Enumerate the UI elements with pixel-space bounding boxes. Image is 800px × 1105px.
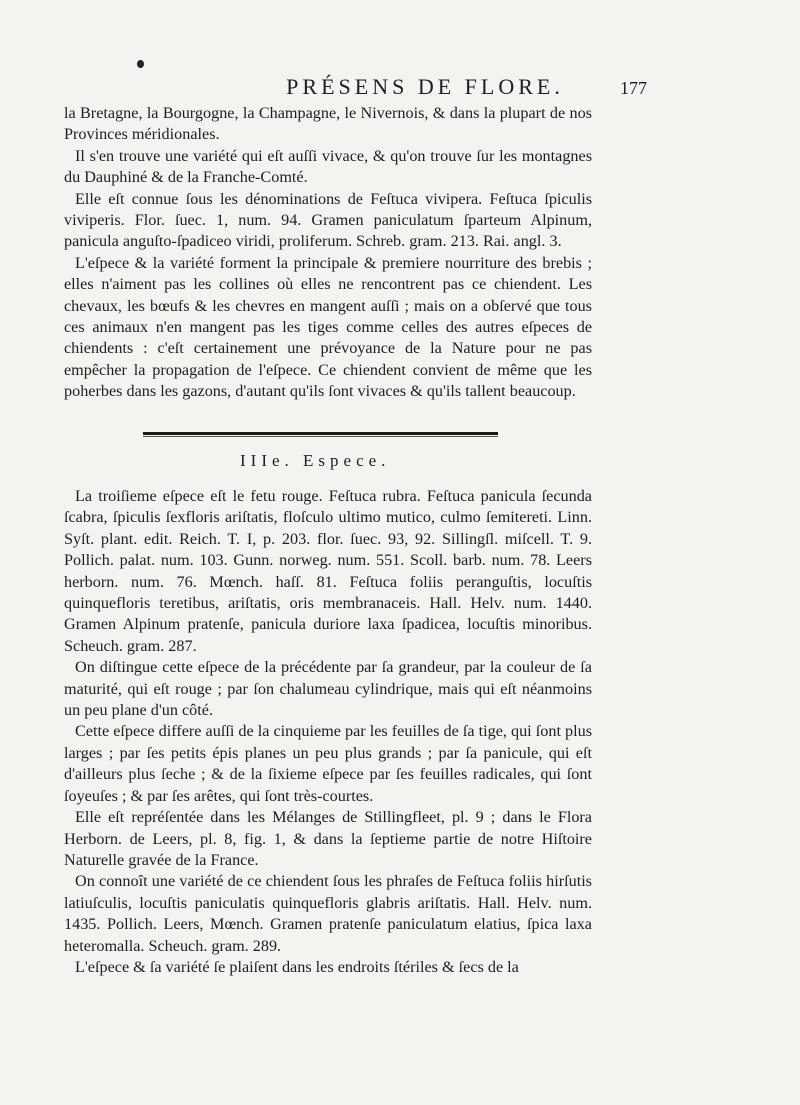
section-divider-thin	[143, 436, 498, 437]
paragraph: La troiſieme eſpece eſt le fetu rouge. Feſtuca rubra. Feſtuca panicula ſecunda ſcabra, ſpiculis ſexfloris ariſtatis, floſculo ultimo mutico, culmo ſemitereti. Linn. Syſt. plant. edit. Reich. T. I, p. 203. flor. ſuec. 93, 92. Sillingſl. miſcell. T. 9. Pollich. palat. num. 103. Gunn. norweg. num. 551. Scoll. barb. num. 78. Leers herborn. num. 76. Mœnch. haſſ. 81. Feſtuca foliis peranguſtis, locuſtis quinquefloris teretibus, ariſtatis, oris membranaceis. Hall. Helv. num. 1440. Gramen Alpinum pratenſe, panicula duriore laxa ſpadicea, locuſtis minoribus. Scheuch. gram. 287.	[64, 487, 592, 655]
paragraph: Elle eſt repréſentée dans les Mélanges de Stillingfleet, pl. 9 ; dans le Flora Herborn. de Leers, pl. 8, fig. 1, & dans la ſeptieme partie de notre Hiſtoire Naturelle gravée de la France.	[64, 808, 592, 869]
paragraph: On diſtingue cette eſpece de la précédente par ſa grandeur, par la couleur de ſa maturité, qui eſt rouge ; par ſon chalumeau cylindrique, mais qui eſt néanmoins un peu plane d'un côté.	[64, 658, 592, 720]
paragraph: Il s'en trouve une variété qui eſt auſſi vivace, & qu'on trouve ſur les montagnes du Dauphiné & de la Franche-Comté.	[64, 146, 592, 187]
page-mark-dot	[137, 60, 144, 68]
section-heading: IIIe. Espece.	[240, 451, 391, 470]
bottom-text-block	[64, 486, 592, 978]
running-head	[60, 74, 800, 104]
page-number: 177	[620, 78, 647, 98]
paragraph: la Bretagne, la Bourgogne, la Champagne, le Nivernois, & dans la plupart de nos Provinces méridionales.	[64, 104, 592, 144]
paragraph: On connoît une variété de ce chiendent ſous les phraſes de Feſtuca foliis hirſutis latiuſculis, locuſtis paniculatis quinquefloris glabris ariſtatis. Hall. Helv. num. 1435. Pollich. Leers, Mœnch. Gramen pratenſe paniculatum elatius, ſpica laxa heteromalla. Scheuch. gram. 289.	[64, 872, 592, 955]
paragraph: L'eſpece & la variété forment la principale & premiere nourriture des brebis ; elles n'aiment pas les collines où elles ne rencontrent pas ce chiendent. Les chevaux, les bœufs & les chevres en mangent auſſi ; mais on a obſervé que tous ces animaux n'en mangent pas les tiges comme celles des autres eſpeces de chiendents : c'eſt certainement une prévoyance de la Nature pour ne pas empêcher la propagation de l'eſpece. Ce chiendent convient de même que les poherbes dans les gazons, d'autant qu'ils ſont vivaces & qu'ils tallent beaucoup.	[64, 253, 592, 401]
paragraph: Elle eſt connue ſous les dénominations de Feſtuca vivipera. Feſtuca ſpiculis viviperis. Flor. ſuec. 1, num. 94. Gramen paniculatum ſparteum Alpinum, panicula anguſto-ſpadiceo viridi, proliferum. Schreb. gram. 213. Rai. angl. 3.	[64, 189, 592, 251]
paragraph: L'eſpece & ſa variété ſe plaiſent dans les endroits ſtériles & ſecs de la	[75, 957, 519, 976]
section-divider	[143, 432, 498, 435]
paragraph: Cette eſpece differe auſſi de la cinquieme par les feuilles de ſa tige, qui ſont plus larges ; par ſes petits épis planes un peu plus grands ; par ſa panicule, qui eſt d'ailleurs plus ſeche ; & de la ſixieme eſpece par ſes feuilles radicales, qui ſont ſoyeuſes ; & par ſes arêtes, qui ſont très-courtes.	[64, 722, 592, 805]
running-title: PRÉSENS DE FLORE.	[286, 74, 564, 99]
top-text-block	[64, 103, 592, 403]
